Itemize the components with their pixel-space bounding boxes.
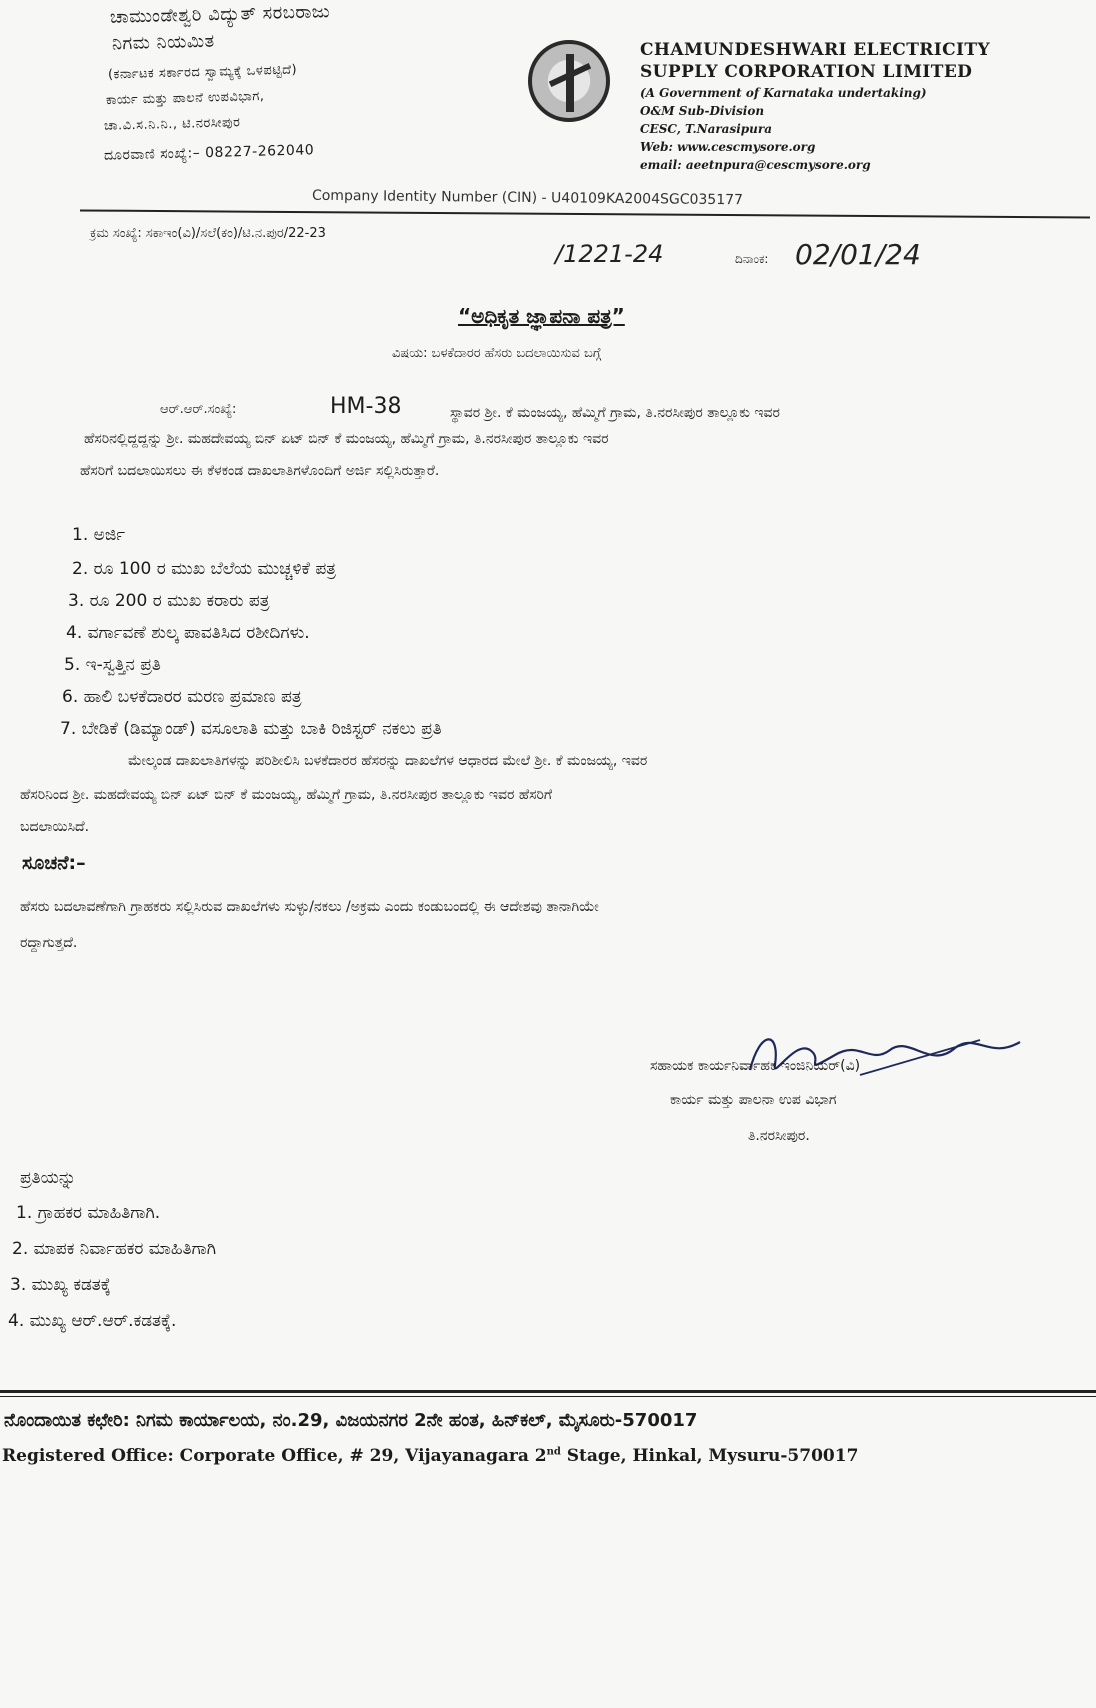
list-item: 1. ಅರ್ಜಿ [72, 525, 126, 545]
footer-english-prefix: Registered Office: Corporate Office, # 29, Vijayanagara 2 [2, 1446, 547, 1466]
conclusion-line-2: ಹೆಸರಿನಿಂದ ಶ್ರೀ. ಮಹದೇವಯ್ಯ ಬಿನ್ ಏಟ್ ಬಿನ್ ಕೆ ಮಂಜಯ್ಯ, ಹೆಮ್ಮಿಗೆ ಗ್ರಾಮ, ತಿ.ನರಸೀಪುರ ತಾಲ್ಲೂಕು ಇವರ ಹೆಸರಿಗೆ [20, 787, 553, 803]
rr-label: ಆರ್.ಆರ್.ಸಂಖ್ಯೆ: [160, 402, 237, 417]
list-item: 1. ಗ್ರಾಹಕರ ಮಾಹಿತಿಗಾಗಿ. [16, 1203, 161, 1223]
header-kn-line-3: (ಕರ್ನಾಟಕ ಸರ್ಕಾರದ ಸ್ವಾಮ್ಯಕ್ಕೆ ಒಳಪಟ್ಟಿದೆ) [107, 62, 298, 83]
list-item: 2. ರೂ 100 ರ ಮುಖ ಬೆಲೆಯ ಮುಚ್ಚಳಿಕೆ ಪತ್ರ [72, 559, 337, 579]
header-en-name-1: CHAMUNDESHWARI ELECTRICITY [640, 40, 990, 60]
header-en-location: CESC, T.Narasipura [640, 122, 772, 136]
reference-number: ಕ್ರಮ ಸಂಖ್ಯೆ: ಸಕಾಇಂ(ವಿ)/ಸಲೆ(ಕಂ)/ಟಿ.ನ.ಪುರ/22-23 [90, 226, 326, 241]
list-item: 3. ರೂ 200 ರ ಮುಖ ಕರಾರು ಪತ್ರ [68, 591, 270, 611]
header-en-email: email: aeetnpura@cescmysore.org [640, 158, 871, 172]
header-kn-line-2: ನಿಗಮ ನಿಯಮಿತ [111, 30, 215, 55]
header-kn-line-4: ಕಾರ್ಯ ಮತ್ತು ಪಾಲನೆ ಉಪವಿಭಾಗ, [105, 88, 265, 109]
intro-line-2: ಹೆಸರಿನಲ್ಲಿದ್ದದ್ದನ್ನು ಶ್ರೀ. ಮಹದೇವಯ್ಯ ಬಿನ್ ಏಟ್ ಬಿನ್ ಕೆ ಮಂಜಯ್ಯ, ಹೆಮ್ಮಿಗೆ ಗ್ರಾಮ, ತಿ.ನರಸೀಪುರ ತಾಲ್ಲೂಕು ಇವರ [84, 431, 609, 447]
header-kn-line-5: ಚಾ.ವಿ.ಸ.ನಿ.ನಿ., ಟಿ.ನರಸೀಪುರ [103, 115, 241, 134]
date-label: ದಿನಾಂಕ: [735, 252, 769, 266]
header-en-sub: (A Government of Karnataka undertaking) [640, 86, 927, 100]
logo-tower-icon [566, 54, 574, 112]
header-divider [80, 209, 1090, 218]
list-item: 3. ಮುಖ್ಯ ಕಡತಕ್ಕೆ [10, 1275, 111, 1295]
header-en-name-2: SUPPLY CORPORATION LIMITED [640, 62, 973, 82]
header-en-web: Web: www.cescmysore.org [640, 140, 816, 154]
cin-number: Company Identity Number (CIN) - U40109KA2004SGC035177 [311, 187, 744, 209]
handwritten-ref-no: /1221-24 [555, 240, 664, 268]
note-line-2: ರದ್ದಾಗುತ್ತದೆ. [20, 935, 78, 951]
conclusion-line-3: ಬದಲಾಯಿಸಿದೆ. [20, 819, 90, 835]
header-kn-line-1: ಚಾಮುಂಡೇಶ್ವರಿ ವಿದ್ಯುತ್ ಸರಬರಾಜು [109, 1, 331, 28]
rr-number: HM-38 [330, 394, 402, 419]
footer-english-sup: nd [546, 1446, 561, 1458]
handwritten-date: 02/01/24 [795, 238, 921, 271]
footer-english [2, 1446, 858, 1466]
list-item: 4. ವರ್ಗಾವಣೆ ಶುಲ್ಕ ಪಾವತಿಸಿದ ರಶೀದಿಗಳು. [66, 623, 310, 643]
note-heading: ಸೂಚನೆ:– [22, 852, 86, 874]
list-item: 7. ಬೇಡಿಕೆ (ಡಿಮ್ಯಾಂಡ್) ವಸೂಲಾತಿ ಮತ್ತು ಬಾಕಿ ರಿಜಿಸ್ಟರ್ ನಕಲು ಪ್ರತಿ [60, 719, 442, 739]
copies-heading: ಪ್ರತಿಯನ್ನು [20, 1168, 77, 1188]
note-line-1: ಹೆಸರು ಬದಲಾವಣೆಗಾಗಿ ಗ್ರಾಹಕರು ಸಲ್ಲಿಸಿರುವ ದಾಖಲೆಗಳು ಸುಳ್ಳು/ನಕಲು /ಅಕ್ರಮ ಎಂದು ಕಂಡುಬಂದಲ್ಲಿ ಈ ಆದೇಶವು ತಾನಾಗಿಯೇ [20, 899, 599, 915]
memo-subject: ವಿಷಯ: ಬಳಕೆದಾರರ ಹೆಸರು ಬದಲಾಯಿಸುವ ಬಗ್ಗೆ [392, 346, 602, 361]
footer-divider-thin [0, 1396, 1096, 1397]
list-item: 4. ಮುಖ್ಯ ಆರ್.ಆರ್.ಕಡತಕ್ಕೆ. [8, 1311, 177, 1331]
cesc-logo [528, 40, 610, 122]
list-item: 2. ಮಾಪಕ ನಿರ್ವಾಹಕರ ಮಾಹಿತಿಗಾಗಿ [12, 1239, 217, 1259]
signatory-line-1: ಸಹಾಯಕ ಕಾರ್ಯನಿರ್ವಾಹಕ ಇಂಜಿನಿಯರ್(ವಿ) [650, 1058, 861, 1074]
header-kn-line-6: ದೂರವಾಣಿ ಸಂಖ್ಯೆ:– 08227-262040 [103, 142, 315, 164]
signatory-line-2: ಕಾರ್ಯ ಮತ್ತು ಪಾಲನಾ ಉಪ ವಿಭಾಗ [670, 1092, 837, 1108]
memo-title: “ಅಧಿಕೃತ ಜ್ಞಾಪನಾ ಪತ್ರ” [458, 304, 625, 328]
signature-icon [740, 1020, 1040, 1090]
footer-divider [0, 1390, 1096, 1393]
list-item: 6. ಹಾಲಿ ಬಳಕೆದಾರರ ಮರಣ ಪ್ರಮಾಣ ಪತ್ರ [62, 687, 302, 707]
intro-line-3: ಹೆಸರಿಗೆ ಬದಲಾಯಿಸಲು ಈ ಕೆಳಕಂಡ ದಾಖಲಾತಿಗಳೊಂದಿಗೆ ಅರ್ಜಿ ಸಲ್ಲಿಸಿರುತ್ತಾರೆ. [80, 463, 440, 479]
header-en-division: O&M Sub-Division [640, 104, 765, 118]
footer-kannada: ನೊಂದಾಯಿತ ಕಛೇರಿ: ನಿಗಮ ಕಾರ್ಯಾಲಯ, ನಂ.29, ವಿಜಯನಗರ 2ನೇ ಹಂತ, ಹಿನ್‌ಕಲ್, ಮೈಸೂರು-570017 [4, 1410, 698, 1431]
footer-english-suffix: Stage, Hinkal, Mysuru-570017 [560, 1446, 859, 1466]
list-item: 5. ಇ-ಸ್ವತ್ತಿನ ಪ್ರತಿ [64, 655, 161, 675]
conclusion-line-1: ಮೇಲ್ಕಂಡ ದಾಖಲಾತಿಗಳನ್ನು ಪರಿಶೀಲಿಸಿ ಬಳಕೆದಾರರ ಹೆಸರನ್ನು ದಾಖಲೆಗಳ ಆಧಾರದ ಮೇಲೆ ಶ್ರೀ. ಕೆ ಮಂಜಯ್ಯ, ಇವರ [128, 753, 648, 769]
signatory-line-3: ತಿ.ನರಸೀಪುರ. [748, 1128, 810, 1144]
intro-line-1: ಸ್ಥಾವರ ಶ್ರೀ. ಕೆ ಮಂಜಯ್ಯ, ಹೆಮ್ಮಿಗೆ ಗ್ರಾಮ, ತಿ.ನರಸೀಪುರ ತಾಲ್ಲೂಕು ಇವರ [450, 405, 780, 421]
